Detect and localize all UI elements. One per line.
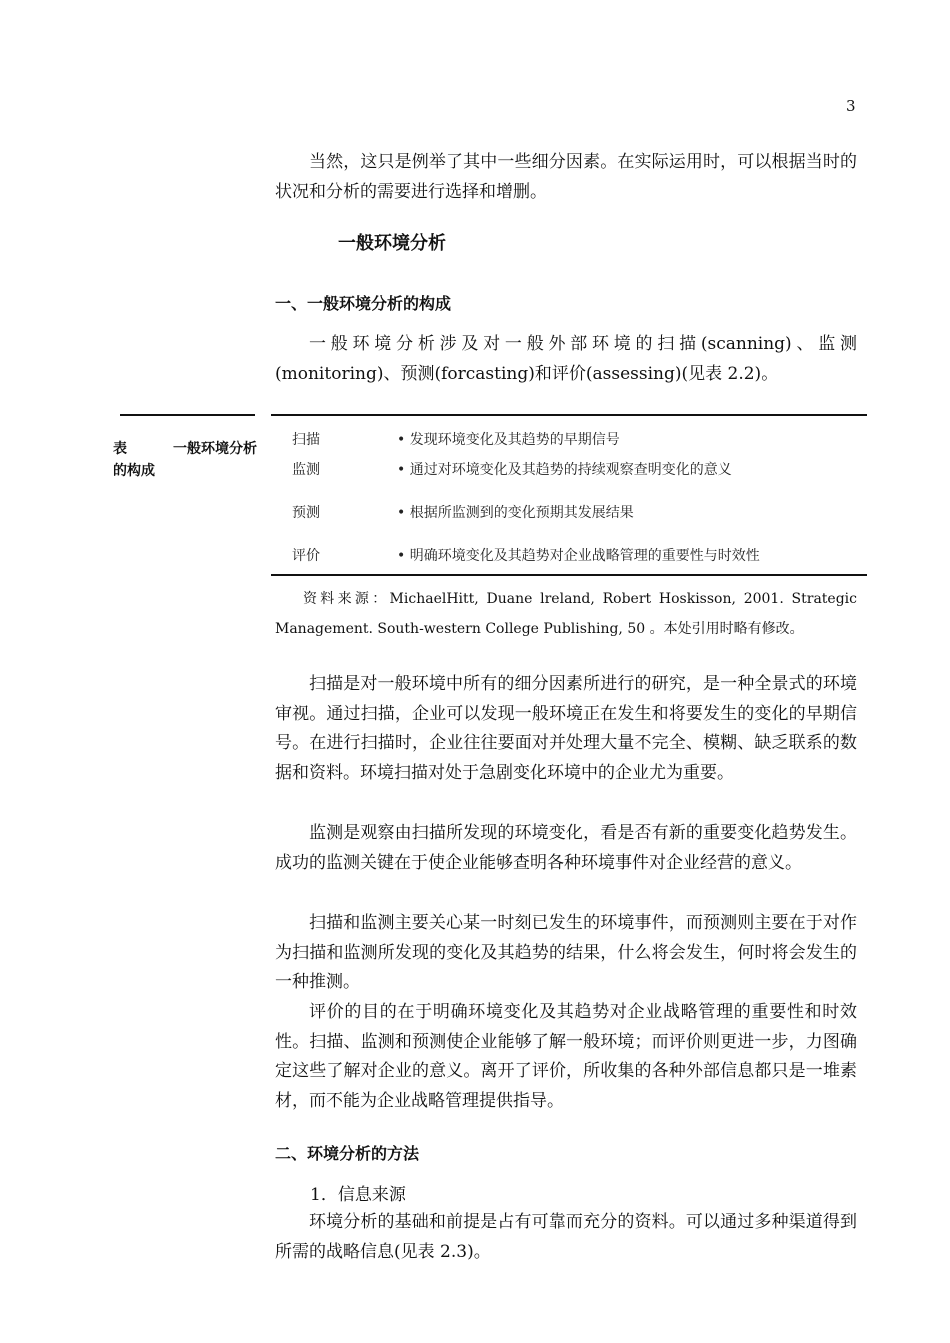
table-desc-forecast: • 根据所监测到的变化预期其发展结果 bbox=[397, 505, 634, 521]
caption-top-rule bbox=[120, 414, 255, 416]
page-number: 3 bbox=[846, 97, 856, 115]
section-title: 一般环境分析 bbox=[338, 233, 446, 254]
table-desc-assess: • 明确环境变化及其趋势对企业战略管理的重要性与时效性 bbox=[397, 548, 760, 564]
components-paragraph: 一般环境分析涉及对一般外部环境的扫描(scanning)、监测(monitoring)、预测(forcasting)和评价(assessing)(见表 2.2)。 bbox=[275, 334, 857, 384]
table-source-note: 资料来源：MichaelHitt, Duane lreland, Robert Hoskisson, 2001. Strategic Management. South-western College Publishing, 50 。本处引用时略有修改。 bbox=[275, 591, 857, 637]
subsection-heading-1: 一、一般环境分析的构成 bbox=[275, 294, 452, 313]
table-term-assess: 评价 bbox=[292, 548, 320, 564]
table-desc-scan: • 发现环境变化及其趋势的早期信号 bbox=[397, 432, 620, 448]
table-caption bbox=[113, 438, 261, 482]
assessing-paragraph: 评价的目的在于明确环境变化及其趋势对企业战略管理的重要性和时效性。扫描、监测和预测使企业能够了解一般环境；而评价则更进一步，力图确定这些了解对企业的意义。离开了评价，所收集的各种外部信息都只是一堆素材，而不能为企业战略管理提供指导。 bbox=[275, 1002, 857, 1111]
table-desc-monitor: • 通过对环境变化及其趋势的持续观察查明变化的意义 bbox=[397, 462, 732, 478]
table-caption-label: 表 bbox=[113, 441, 127, 457]
intro-paragraph: 当然，这只是例举了其中一些细分因素。在实际运用时，可以根据当时的状况和分析的需要进行选择和增删。 bbox=[275, 152, 857, 202]
table-caption-text: 一般环境分析的构成 bbox=[113, 441, 257, 479]
table-term-forecast: 预测 bbox=[292, 505, 320, 521]
forecasting-paragraph: 扫描和监测主要关心某一时刻已发生的环境事件，而预测则主要在于对作为扫描和监测所发现的变化及其趋势的结果，什么将会发生，何时将会发生的一种推测。 bbox=[275, 913, 857, 992]
subsection-heading-2: 二、环境分析的方法 bbox=[275, 1144, 420, 1163]
table-term-monitor: 监测 bbox=[292, 462, 320, 478]
table-bottom-rule bbox=[271, 574, 867, 576]
monitoring-paragraph: 监测是观察由扫描所发现的环境变化，看是否有新的重要变化趋势发生。成功的监测关键在于使企业能够查明各种环境事件对企业经营的意义。 bbox=[275, 823, 857, 873]
item-1-heading: 1．信息来源 bbox=[310, 1185, 406, 1205]
table-top-rule bbox=[271, 414, 867, 416]
scanning-paragraph: 扫描是对一般环境中所有的细分因素所进行的研究，是一种全景式的环境审视。通过扫描，企业可以发现一般环境正在发生和将要发生的变化的早期信号。在进行扫描时，企业往往要面对并处理大量不完全、模糊、缺乏联系的数据和资料。环境扫描对处于急剧变化环境中的企业尤为重要。 bbox=[275, 674, 857, 783]
info-source-paragraph: 环境分析的基础和前提是占有可靠而充分的资料。可以通过多种渠道得到所需的战略信息(见表 2.3)。 bbox=[275, 1212, 857, 1262]
table-term-scan: 扫描 bbox=[292, 432, 320, 448]
